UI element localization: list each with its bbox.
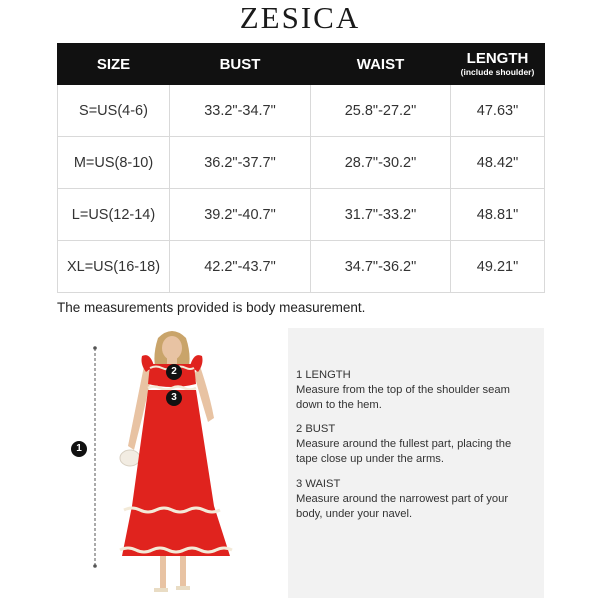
cell-bust: 36.2"-37.7" bbox=[170, 137, 311, 189]
model-illustration bbox=[62, 326, 272, 600]
marker-length: 1 bbox=[71, 441, 87, 457]
cell-waist: 28.7"-30.2" bbox=[311, 137, 451, 189]
cell-waist: 31.7"-33.2" bbox=[311, 189, 451, 241]
cell-size: XL=US(16-18) bbox=[58, 241, 170, 293]
measurement-note: The measurements provided is body measurement. bbox=[57, 300, 366, 315]
guide-item-length bbox=[296, 368, 536, 413]
size-chart-table bbox=[57, 43, 545, 293]
cell-length: 47.63" bbox=[451, 85, 545, 137]
guide-text-length: Measure from the top of the shoulder seam down to the hem. bbox=[296, 384, 510, 411]
table-row bbox=[58, 85, 545, 137]
cell-waist: 25.8"-27.2" bbox=[311, 85, 451, 137]
header-length-label: LENGTH bbox=[466, 50, 529, 68]
cell-size: M=US(8-10) bbox=[58, 137, 170, 189]
header-bust: BUST bbox=[170, 44, 311, 85]
cell-bust: 42.2"-43.7" bbox=[170, 241, 311, 293]
guide-item-waist bbox=[296, 477, 536, 522]
header-length-sub: (include shoulder) bbox=[460, 67, 535, 78]
guide-title-bust: 2 BUST bbox=[296, 423, 336, 435]
measurement-guide-panel bbox=[288, 328, 544, 598]
cell-waist: 34.7"-36.2" bbox=[311, 241, 451, 293]
table-header-row bbox=[58, 44, 545, 85]
header-length bbox=[451, 44, 545, 85]
marker-bust: 2 bbox=[166, 364, 182, 380]
table-row bbox=[58, 137, 545, 189]
header-size: SIZE bbox=[58, 44, 170, 85]
guide-text-bust: Measure around the fullest part, placing the tape close up under the arms. bbox=[296, 438, 512, 465]
cell-bust: 39.2"-40.7" bbox=[170, 189, 311, 241]
cell-size: S=US(4-6) bbox=[58, 85, 170, 137]
table-row bbox=[58, 241, 545, 293]
cell-length: 48.42" bbox=[451, 137, 545, 189]
guide-title-waist: 3 WAIST bbox=[296, 478, 341, 490]
guide-item-bust bbox=[296, 422, 536, 467]
table-row bbox=[58, 189, 545, 241]
cell-length: 49.21" bbox=[451, 241, 545, 293]
cell-bust: 33.2"-34.7" bbox=[170, 85, 311, 137]
cell-length: 48.81" bbox=[451, 189, 545, 241]
cell-size: L=US(12-14) bbox=[58, 189, 170, 241]
guide-text-waist: Measure around the narrowest part of your body, under your navel. bbox=[296, 493, 509, 520]
brand-logo: ZESICA bbox=[239, 0, 361, 35]
marker-waist: 3 bbox=[166, 390, 182, 406]
guide-title-length: 1 LENGTH bbox=[296, 369, 351, 381]
header-waist: WAIST bbox=[311, 44, 451, 85]
